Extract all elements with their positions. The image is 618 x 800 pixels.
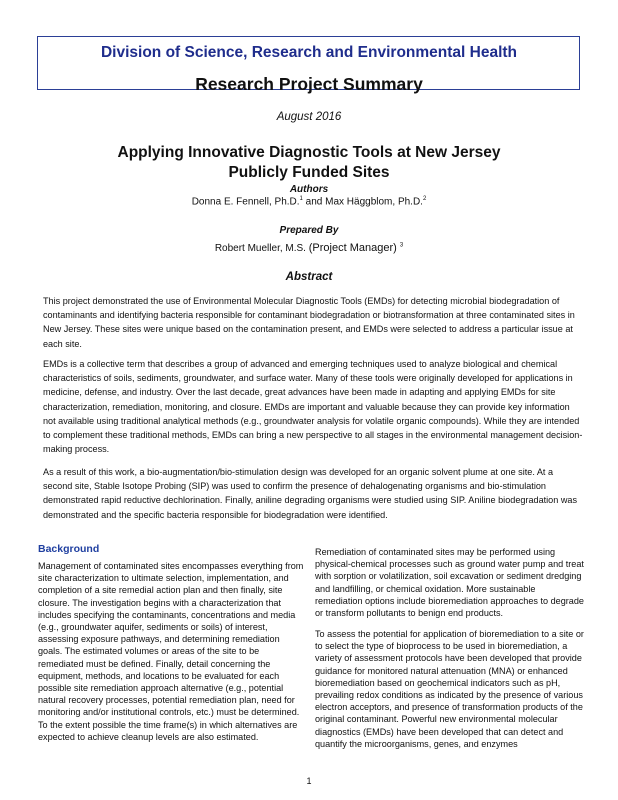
abstract-paragraph-1: This project demonstrated the use of Environmental Molecular Diagnostic Tools (EMDs) for detecting microbial biodegradation of contaminants and identifying bacteria responsible for contaminant biodegradation or biotransformation at three contaminated sites in New Jersey. These sites were unique based on the contamination present, and EMDs were selected to address a particular issue at each site. [43, 296, 575, 349]
author-2-affiliation: 2 [422, 196, 427, 202]
preparer-affiliation: 3 [399, 242, 404, 249]
authors-names [0, 196, 618, 207]
document-type: Research Project Summary [195, 74, 423, 94]
author-1: Donna E. Fennell, Ph.D. [191, 196, 300, 208]
publication-date: August 2016 [276, 111, 342, 123]
abstract-paragraph-2: EMDs is a collective term that describes a group of advanced and emerging techniques used to analyze biological and chemical characteristics of soils, sediments, groundwater, and surface water. Many of these tools were originally developed for applications in medicine, defense, and industry. Over the last decade, great advances have been made in adapting and applying EMDs for site characterization, remediation, monitoring, and closure. EMDs are important and valuable because they can provide key information not available using traditional analytical methods (e.g., groundwater analysis for volatile organic compounds). While they are intended to complement these traditional methods, EMDs can bring a new perspective to all stages in the environmental management decision-making process. [43, 359, 583, 455]
title-line-2: Publicly Funded Sites [228, 164, 390, 181]
prepared-by-label: Prepared By [279, 225, 339, 236]
abstract-paragraph-3: As a result of this work, a bio-augmentation/bio-stimulation design was developed for an organic solvent plume at one site. At a second site, Stable Isotope Probing (SIP) was used to confirm the presence of dehalogenating organisms and bio-stimulation demonstrated rapid reductive dechlorination. Finally, aniline degrading organisms were studied using SIP. Aniline biodegradation was demonstrated and the specific bacteria responsible for biodegradation were identified. [43, 467, 577, 520]
author-2: and Max Häggblom, Ph.D. [302, 196, 423, 208]
abstract-heading: Abstract [285, 271, 333, 283]
division-name: Division of Science, Research and Environmental Health [100, 44, 518, 61]
background-right-paragraph-2: To assess the potential for application of bioremediation to a site or to select the type of bioprocess to be used in bioremediation, a variety of assessment protocols have been developed that provide guidance for monitored natural attenuation (MNA) or enhanced bioremediation based on geochemical indicators such as pH, prevailing redox conditions as indicated by the presence of various electron acceptors, and presence of transformation products of the original contaminant. Powerful new environmental molecular diagnostics (EMDs) have been developed that can detect and quantify the microorganisms, genes, and enzymes [315, 629, 584, 749]
document-title [0, 143, 618, 183]
preparer-role: (Project Manager) [308, 242, 400, 254]
page-number: 1 [306, 776, 312, 786]
background-left-paragraph: Management of contaminated sites encompasses everything from site characterization to ultimate selection, implementation, and completion of a site remedial action plan and then finally, site closure. The investigation begins with a characterization that includes specifying the contaminants, concentrations and media (e.g., groundwater aquifer, sediments or soils) of interest, assessing exposure pathways, and determining remediation goals. The estimated volumes or areas of the site to be remediated must be defined. Finally, detail concerning the equipment, methods, and locations to be evaluated for each possible site remediation approach alternative (e.g., potential natural recovery processes, potential remediation plan, need for monitoring and/or institutional controls, etc.) must be determined. To the extent possible the time frame(s) in which alternatives are expected to achieve cleanup levels are also estimated. [38, 561, 304, 742]
preparer-name: Robert Mueller, M.S. [214, 243, 309, 254]
background-right-paragraph-1: Remediation of contaminated sites may be performed using physical-chemical processes such as ground water pump and treat with sorption or volatilization, soil excavation or sediment dredging and landfilling, or chemical oxidation. More sustainable remediation options include bioremediation approaches to degrade or transform pollutants to benign end products. [315, 547, 584, 619]
background-heading: Background [38, 543, 100, 555]
authors-label: Authors [289, 184, 329, 195]
title-line-1: Applying Innovative Diagnostic Tools at New Jersey [117, 144, 501, 161]
author-1-affiliation: 1 [299, 196, 303, 202]
prepared-by-name [0, 242, 618, 254]
